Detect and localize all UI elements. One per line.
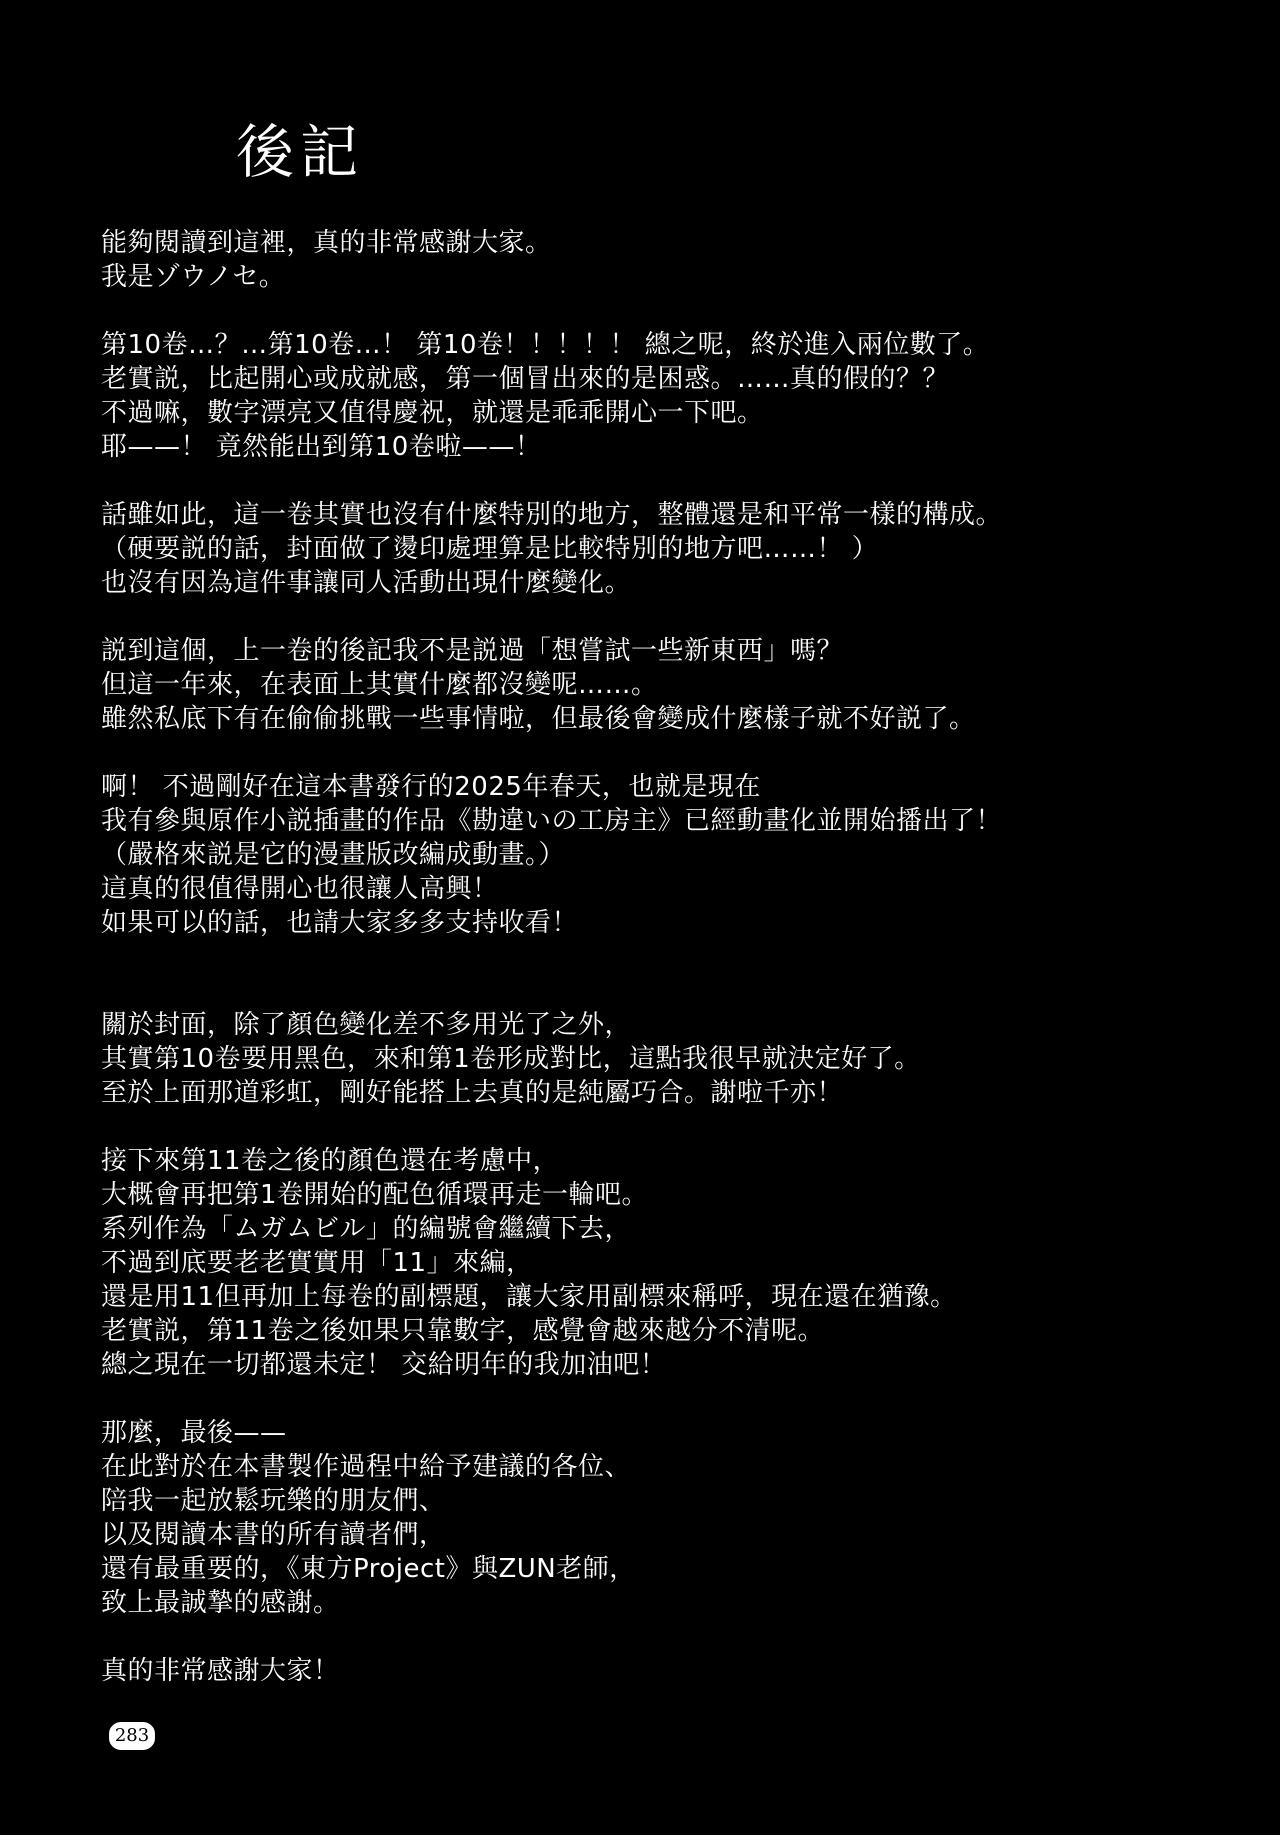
text-line: 致上最誠摯的感謝。	[101, 1588, 340, 1618]
text-line: 真的非常感謝大家！	[101, 1656, 340, 1686]
text-line: 我是ゾウノセ。	[101, 262, 286, 292]
text-line: （硬要説的話，封面做了燙印處理算是比較特別的地方吧……！ ）	[101, 534, 879, 564]
text-line: 我有參與原作小説插畫的作品《勘違いの工房主》已經動畫化並開始播出了！	[101, 806, 1003, 836]
text-line: 如果可以的話，也請大家多多支持收看！	[101, 908, 579, 938]
text-line: 大概會再把第1卷開始的配色循環再走一輪吧。	[101, 1180, 649, 1210]
text-line: 啊！ 不過剛好在這本書發行的2025年春天，也就是現在	[101, 772, 761, 802]
page-title: 後記	[236, 118, 365, 186]
text-line: 雖然私底下有在偷偷挑戰一些事情啦，但最後會變成什麼樣子就不好説了。	[101, 704, 976, 734]
text-line: 那麼，最後——	[101, 1418, 287, 1448]
text-line: 耶——！ 竟然能出到第10卷啦——！	[101, 432, 542, 462]
page-number: 283	[109, 1722, 155, 1750]
text-line: 這真的很值得開心也很讓人高興！	[101, 874, 499, 904]
text-line: 不過嘛，數字漂亮又值得慶祝，就還是乖乖開心一下吧。	[101, 398, 764, 428]
text-line: 老實説，比起開心或成就感，第一個冒出來的是困惑。……真的假的？？	[101, 364, 950, 394]
paragraph	[101, 1416, 1221, 1620]
text-line: 不過到底要老老實實用「11」來編，	[101, 1248, 533, 1278]
text-line: 在此對於在本書製作過程中給予建議的各位、	[101, 1452, 632, 1482]
paragraph	[101, 226, 1221, 294]
paragraph	[101, 1008, 1221, 1110]
text-line: 接下來第11卷之後的顏色還在考慮中，	[101, 1146, 560, 1176]
text-line: 也沒有因為這件事讓同人活動出現什麼變化。	[101, 568, 632, 598]
paragraph	[101, 498, 1221, 600]
paragraph	[101, 634, 1221, 736]
text-line: 系列作為「ムガムビル」的編號會繼續下去，	[101, 1214, 632, 1244]
text-line: 話雖如此，這一卷其實也沒有什麼特別的地方，整體還是和平常一樣的構成。	[101, 500, 1003, 530]
text-line: 老實説，第11卷之後如果只靠數字，感覺會越來越分不清呢。	[101, 1316, 825, 1346]
text-line: 至於上面那道彩虹，剛好能搭上去真的是純屬巧合。謝啦千亦！	[101, 1078, 844, 1108]
text-line: 總之現在一切都還未定！ 交給明年的我加油吧！	[101, 1350, 667, 1380]
text-line: 但這一年來，在表面上其實什麼都沒變呢……。	[101, 670, 658, 700]
text-line: 關於封面，除了顏色變化差不多用光了之外，	[101, 1010, 632, 1040]
paragraph	[101, 1144, 1221, 1382]
text-line: 還有最重要的，《東方Project》與ZUN老師，	[101, 1554, 636, 1584]
paragraph	[101, 1654, 1221, 1688]
text-line: 能夠閱讀到這裡，真的非常感謝大家。	[101, 228, 552, 258]
paragraph	[101, 770, 1221, 940]
text-line: 其實第10卷要用黑色，來和第1卷形成對比，這點我很早就決定好了。	[101, 1044, 921, 1074]
afterword-body	[101, 226, 1221, 1722]
text-line: （嚴格來説是它的漫畫版改編成動畫。）	[101, 840, 566, 870]
text-line: 以及閱讀本書的所有讀者們，	[101, 1520, 446, 1550]
text-line: 還是用11但再加上每卷的副標題，讓大家用副標來稱呼，現在還在猶豫。	[101, 1282, 957, 1312]
text-line: 陪我一起放鬆玩樂的朋友們、	[101, 1486, 446, 1516]
text-line: 第10卷…？…第10卷…！ 第10卷！！！！！ 總之呢，終於進入兩位數了。	[101, 330, 990, 360]
text-line: 説到這個，上一卷的後記我不是説過「想嘗試一些新東西」嗎？	[101, 636, 844, 666]
paragraph	[101, 328, 1221, 464]
